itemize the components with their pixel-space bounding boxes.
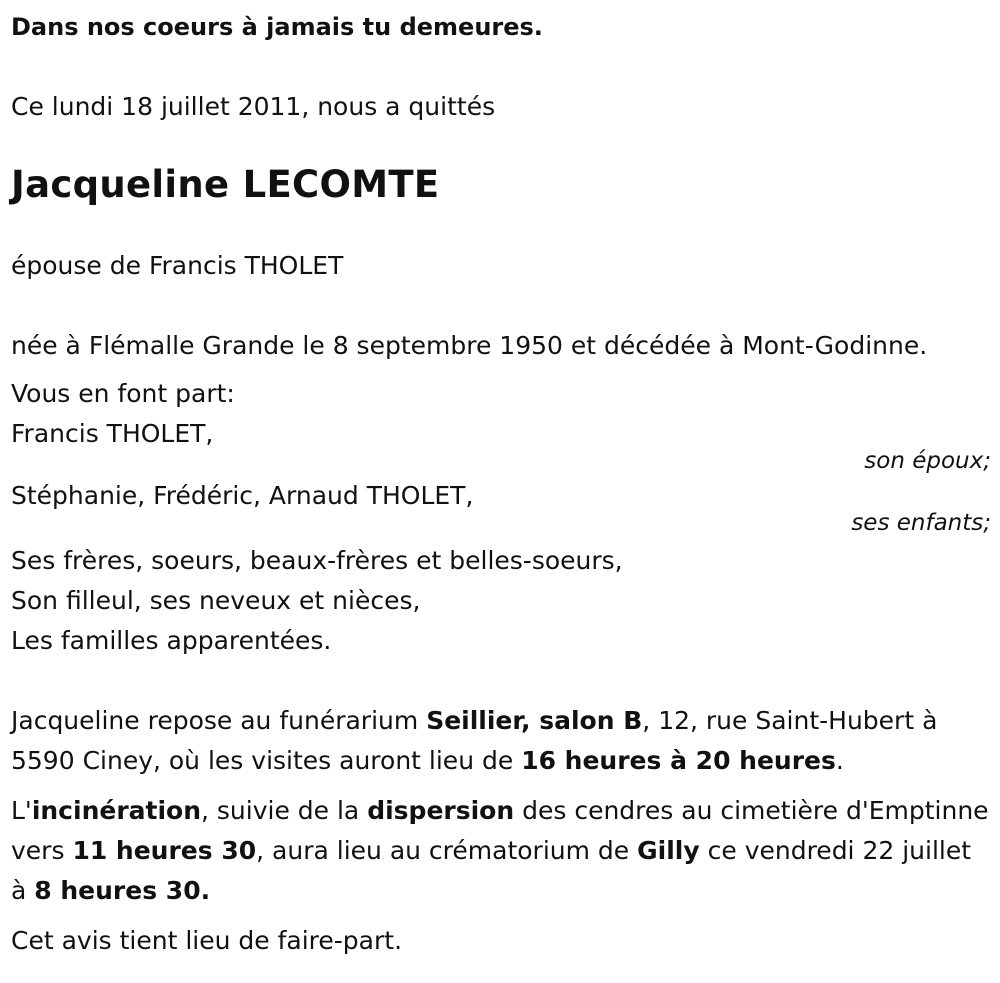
spouse-line: épouse de Francis THOLET [11,251,344,280]
motto: Dans nos coeurs à jamais tu demeures. [11,13,543,41]
birth-line: née à Flémalle Grande le 8 septembre 1950 et décédée à Mont-Godinne. [11,331,928,360]
family-siblings: Ses frères, soeurs, beaux-frères et belles-soeurs, [11,546,623,575]
family-godson: Son filleul, ses neveux et nièces, [11,586,421,615]
incin-text-4: , aura lieu au crématorium de [256,836,638,865]
repose-text-1: Jacqueline repose au funérarium [11,706,427,735]
incin-text-5: ce vendredi 22 juillet à [11,836,972,905]
family-relatives: Les familles apparentées. [11,626,332,655]
family-children-role: ses enfants; [851,510,991,536]
incin-text-1: L' [11,796,32,825]
deceased-name: Jacqueline LECOMTE [11,163,440,206]
incin-dispersion: dispersion [367,796,515,825]
incin-place: Gilly [637,836,700,865]
repose-hours: 16 heures à 20 heures [521,746,836,775]
family-children-names: Stéphanie, Frédéric, Arnaud THOLET, [11,481,474,510]
incin-text-2: , suivie de la [201,796,368,825]
announce-line: Vous en font part: [11,379,235,408]
closing-line: Cet avis tient lieu de faire-part. [11,926,403,955]
incin-text-3: des cendres au cimetière d'Emptinne vers [11,796,989,865]
family-spouse-name: Francis THOLET, [11,419,214,448]
repose-location: Seillier, salon B [426,706,643,735]
incin-time-1: 11 heures 30 [72,836,257,865]
repose-text-3: . [835,746,844,775]
incin-keyword: incinération [31,796,202,825]
date-line: Ce lundi 18 juillet 2011, nous a quittés [11,92,496,121]
repose-text-2: , 12, rue Saint-Hubert à 5590 Ciney, où les visites auront lieu de [11,706,938,775]
repose-paragraph [11,701,991,781]
incin-time-2: 8 heures 30. [34,876,211,905]
incineration-paragraph [11,791,991,911]
death-notice [11,0,991,961]
family-spouse-role: son époux; [864,448,991,474]
